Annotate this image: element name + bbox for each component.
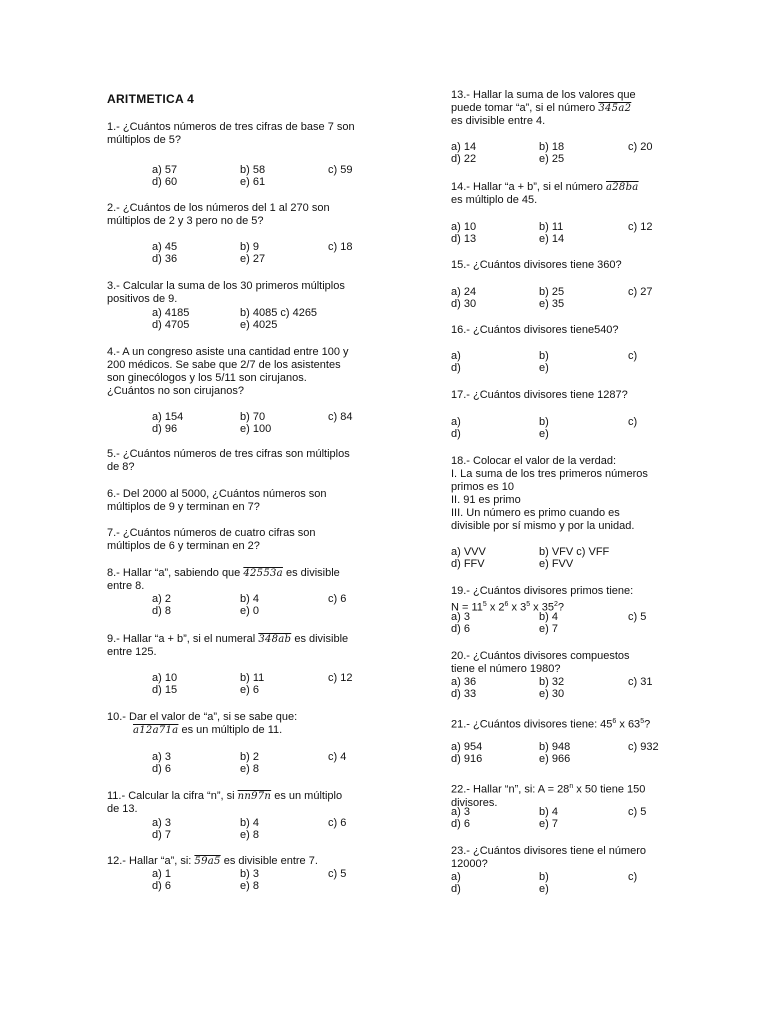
- answer-option: b) 70: [240, 411, 266, 423]
- question-text-line: III. Un número es primo cuando es: [451, 507, 620, 519]
- answer-option: a) 4185: [152, 307, 190, 319]
- answer-option: b) 18: [539, 141, 565, 153]
- answer-option: a) 57: [152, 164, 178, 176]
- q8-text-line2: entre 8.: [107, 580, 145, 592]
- q14-text-start: 14.- Hallar “a + b”, si el número: [451, 181, 606, 193]
- answer-option: d) 60: [152, 176, 178, 188]
- answer-option: b) 948: [539, 741, 571, 753]
- answer-option: d) 8: [152, 605, 171, 617]
- answer-option: b) VFV c) VFF: [539, 546, 610, 558]
- left-question: [107, 346, 349, 398]
- q10-text-end: es un múltiplo de 11.: [178, 724, 283, 736]
- answer-option: e) 966: [539, 753, 571, 765]
- answer-option: a) 154: [152, 411, 184, 423]
- answer-option: d) 6: [451, 818, 470, 830]
- answer-option: d) 6: [152, 880, 171, 892]
- answer-option: d) 33: [451, 688, 477, 700]
- answer-option: d) 916: [451, 753, 483, 765]
- q19-eq-exp: 5: [482, 601, 487, 608]
- answer-option: a) 1: [152, 868, 171, 880]
- q9-text-start: 9.- Hallar “a + b”, si el numeral: [107, 633, 259, 645]
- answer-option: c) 6: [328, 593, 347, 605]
- q8-text-start: 8.- Hallar “a”, sabiendo que: [107, 567, 244, 579]
- question-10: [107, 711, 297, 737]
- question-21: [451, 715, 650, 732]
- answer-option: c) 59: [328, 164, 353, 176]
- q20-text-line1: 20.- ¿Cuántos divisores compuestos: [451, 650, 630, 662]
- question-text-line: ¿Cuántos no son cirujanos?: [107, 385, 244, 397]
- answer-option: b) 4: [539, 611, 558, 623]
- q12-text-end: es divisible entre 7.: [220, 855, 318, 867]
- answer-option: c) 84: [328, 411, 353, 423]
- answer-option: a) 10: [152, 672, 178, 684]
- question-text-line: de 8?: [107, 461, 135, 473]
- answer-option: e) 61: [240, 176, 266, 188]
- question-text-line: 15.- ¿Cuántos divisores tiene 360?: [451, 259, 622, 271]
- answer-option: d) 30: [451, 298, 477, 310]
- answer-option: e) 7: [539, 818, 558, 830]
- question-text-line: múltiplos de 6 y terminan en 2?: [107, 540, 260, 552]
- q19-eq-part: x 3: [508, 601, 527, 614]
- question-text-line: 1.- ¿Cuántos números de tres cifras de base 7 son: [107, 121, 355, 133]
- q20-text-line2: tiene el número 1980?: [451, 663, 561, 675]
- question-text-line: divisible por sí mismo y por la unidad.: [451, 520, 635, 532]
- answer-option: c) 5: [328, 868, 347, 880]
- answer-option: d): [451, 883, 461, 895]
- question-text-line: primos es 10: [451, 481, 514, 493]
- q19-eq-part: N = 11: [451, 601, 483, 614]
- q19-eq-exp: 5: [526, 601, 531, 608]
- answer-option: a): [451, 350, 461, 362]
- answer-option: e) 8: [240, 880, 259, 892]
- answer-option: c) 18: [328, 241, 353, 253]
- left-question: [107, 202, 330, 228]
- question-text-line: son ginecólogos y los 5/11 son cirujanos.: [107, 372, 307, 384]
- answer-option: b) 11: [240, 672, 265, 684]
- answer-option: e): [539, 362, 549, 374]
- answer-option: c): [628, 416, 638, 428]
- right-question: [451, 455, 648, 533]
- q22-text-line2: divisores.: [451, 796, 498, 809]
- answer-option: d) 22: [451, 153, 477, 165]
- answer-option: b) 58: [240, 164, 266, 176]
- q13-numeral: 345a2: [598, 103, 632, 114]
- q11-numeral: nn97n: [237, 791, 272, 802]
- q8-numeral: 42553a: [243, 568, 283, 579]
- q12-text-start: 12.- Hallar “a”, si:: [107, 855, 195, 867]
- q19-text-line1: 19.- ¿Cuántos divisores primos tiene:: [451, 585, 634, 597]
- question-text-line: 3.- Calcular la suma de los 30 primeros múltiplos: [107, 280, 345, 292]
- question-text-line: 17.- ¿Cuántos divisores tiene 1287?: [451, 389, 628, 401]
- q14-numeral: a28ba: [605, 182, 639, 193]
- question-text-line: múltiplos de 2 y 3 pero no de 5?: [107, 215, 264, 227]
- left-question: [107, 121, 355, 147]
- answer-option: e) 30: [539, 688, 565, 700]
- answer-option: e) 7: [539, 623, 558, 635]
- answer-option: e) 25: [539, 153, 565, 165]
- answer-option: b): [539, 416, 549, 428]
- answer-option: e): [539, 428, 549, 440]
- answer-option: a) 3: [152, 751, 171, 763]
- answer-option: b) 11: [539, 221, 564, 233]
- answer-option: d) 96: [152, 423, 178, 435]
- question-text-line: 6.- Del 2000 al 5000, ¿Cuántos números son: [107, 488, 327, 500]
- answer-option: e) FVV: [539, 558, 574, 570]
- q9-text-line2: entre 125.: [107, 646, 157, 658]
- q13-text-start: puede tomar “a”, si el número: [451, 102, 599, 114]
- q13-text-line1: 13.- Hallar la suma de los valores que: [451, 89, 636, 101]
- q19-eq-part: ?: [557, 601, 564, 614]
- right-question: [451, 389, 628, 402]
- answer-option: e) 4025: [240, 319, 278, 331]
- answer-option: e) 6: [240, 684, 259, 696]
- answer-option: b) 32: [539, 676, 565, 688]
- answer-option: c) 5: [628, 806, 647, 818]
- answer-option: d) 36: [152, 253, 178, 265]
- answer-option: d) 6: [451, 623, 470, 635]
- q11-text-line2: de 13.: [107, 803, 138, 815]
- question-text-line: 2.- ¿Cuántos de los números del 1 al 270 son: [107, 202, 330, 214]
- q23-text-line2: 12000?: [451, 858, 488, 870]
- question-13: [451, 89, 636, 128]
- question-text-line: 7.- ¿Cuántos números de cuatro cifras son: [107, 527, 316, 539]
- question-text-line: 4.- A un congreso asiste una cantidad entre 100 y: [107, 346, 349, 358]
- q10-text-line1: 10.- Dar el valor de “a”, si se sabe que:: [107, 711, 298, 723]
- answer-option: c) 932: [628, 741, 659, 753]
- question-text-line: 18.- Colocar el valor de la verdad:: [451, 455, 617, 467]
- answer-option: e) 14: [539, 233, 565, 245]
- q21-text-start: 21.- ¿Cuántos divisores tiene: 45: [451, 718, 613, 731]
- answer-option: d): [451, 428, 461, 440]
- right-question: [451, 324, 619, 337]
- left-question: [107, 527, 315, 553]
- answer-option: a) 2: [152, 593, 171, 605]
- answer-option: c) 31: [628, 676, 653, 688]
- q12-numeral: 59a5: [194, 856, 221, 867]
- answer-option: a) VVV: [451, 546, 486, 558]
- answer-option: e) 27: [240, 253, 266, 265]
- question-text-line: 200 médicos. Se sabe que 2/7 de los asistentes: [107, 359, 341, 371]
- right-question: [451, 259, 622, 272]
- question-14: [451, 181, 639, 207]
- q21-text-mid: x 63: [616, 718, 641, 731]
- answer-option: c) 20: [628, 141, 653, 153]
- left-question: [107, 488, 327, 514]
- answer-option: b) 25: [539, 286, 565, 298]
- answer-option: a) 10: [451, 221, 477, 233]
- q22-text-end: x 50 tiene 150: [573, 783, 646, 796]
- question-8: [107, 567, 340, 593]
- answer-option: e): [539, 883, 549, 895]
- answer-option: d) 7: [152, 829, 171, 841]
- question-11: [107, 790, 342, 816]
- answer-option: a) 3: [451, 611, 470, 623]
- answer-option: b) 4085 c) 4265: [240, 307, 318, 319]
- answer-option: d) 4705: [152, 319, 190, 331]
- answer-option: c) 5: [628, 611, 647, 623]
- question-9: [107, 633, 348, 659]
- q19-eq-exp: 2: [553, 601, 558, 608]
- answer-option: c): [628, 350, 638, 362]
- q22-exp: n: [569, 783, 574, 790]
- answer-option: a) 954: [451, 741, 483, 753]
- answer-option: a) 24: [451, 286, 477, 298]
- answer-option: b): [539, 871, 549, 883]
- question-text-line: II. 91 es primo: [451, 494, 521, 506]
- answer-option: b) 4: [539, 806, 558, 818]
- answer-option: d) 15: [152, 684, 178, 696]
- question-text-line: múltiplos de 5?: [107, 134, 181, 146]
- answer-option: c): [628, 871, 638, 883]
- q9-text-end: es divisible: [291, 633, 349, 645]
- answer-option: e) 100: [240, 423, 272, 435]
- answer-option: e) 35: [539, 298, 565, 310]
- answer-option: b) 2: [240, 751, 259, 763]
- answer-option: c) 12: [628, 221, 653, 233]
- q13-text-line3: es divisible entre 4.: [451, 115, 546, 127]
- q10-numeral: a12a71a: [133, 725, 179, 736]
- answer-option: c) 4: [328, 751, 347, 763]
- q21-text-end: ?: [644, 718, 651, 731]
- question-text-line: 5.- ¿Cuántos números de tres cifras son múltiplos: [107, 448, 350, 460]
- q19-eq-part: x 35: [530, 601, 554, 614]
- answer-option: b) 4: [240, 817, 259, 829]
- answer-option: b) 9: [240, 241, 259, 253]
- answer-option: a) 3: [152, 817, 171, 829]
- q19-eq-exp: 6: [504, 601, 509, 608]
- question-text-line: I. La suma de los tres primeros números: [451, 468, 648, 480]
- question-20: [451, 650, 630, 676]
- answer-option: b) 4: [240, 593, 259, 605]
- answer-option: c) 12: [328, 672, 353, 684]
- answer-option: a) 14: [451, 141, 477, 153]
- answer-option: e) 0: [240, 605, 259, 617]
- answer-option: a) 3: [451, 806, 470, 818]
- answer-option: e) 8: [240, 829, 259, 841]
- left-question: [107, 280, 345, 306]
- answer-option: c) 27: [628, 286, 653, 298]
- question-text-line: positivos de 9.: [107, 293, 178, 305]
- answer-option: a) 45: [152, 241, 178, 253]
- answer-option: a): [451, 871, 461, 883]
- left-question: [107, 448, 350, 474]
- page-title: ARITMETICA 4: [107, 92, 195, 106]
- question-12: [107, 855, 318, 868]
- q8-text-end: es divisible: [282, 567, 340, 579]
- answer-option: b): [539, 350, 549, 362]
- question-23: [451, 845, 646, 871]
- answer-option: d) 6: [152, 763, 171, 775]
- answer-option: a) 36: [451, 676, 477, 688]
- q23-text-line1: 23.- ¿Cuántos divisores tiene el número: [451, 845, 647, 857]
- answer-option: d) 13: [451, 233, 477, 245]
- q21-exp1: 6: [612, 718, 617, 725]
- answer-option: d) FFV: [451, 558, 485, 570]
- q22-text-start: 22.- Hallar “n”, si: A = 28: [451, 783, 570, 796]
- question-text-line: múltiplos de 9 y terminan en 7?: [107, 501, 260, 513]
- answer-option: b) 3: [240, 868, 259, 880]
- answer-option: a): [451, 416, 461, 428]
- q11-text-end: es un múltiplo: [271, 790, 343, 802]
- answer-option: c) 6: [328, 817, 347, 829]
- q21-exp2: 5: [640, 718, 645, 725]
- q11-text-start: 11.- Calcular la cifra “n”, si: [107, 790, 238, 802]
- answer-option: d): [451, 362, 461, 374]
- q9-numeral: 348ab: [258, 634, 292, 645]
- q19-eq-part: x 2: [486, 601, 505, 614]
- q14-text-line2: es múltiplo de 45.: [451, 194, 538, 206]
- question-text-line: 16.- ¿Cuántos divisores tiene540?: [451, 324, 619, 336]
- answer-option: e) 8: [240, 763, 259, 775]
